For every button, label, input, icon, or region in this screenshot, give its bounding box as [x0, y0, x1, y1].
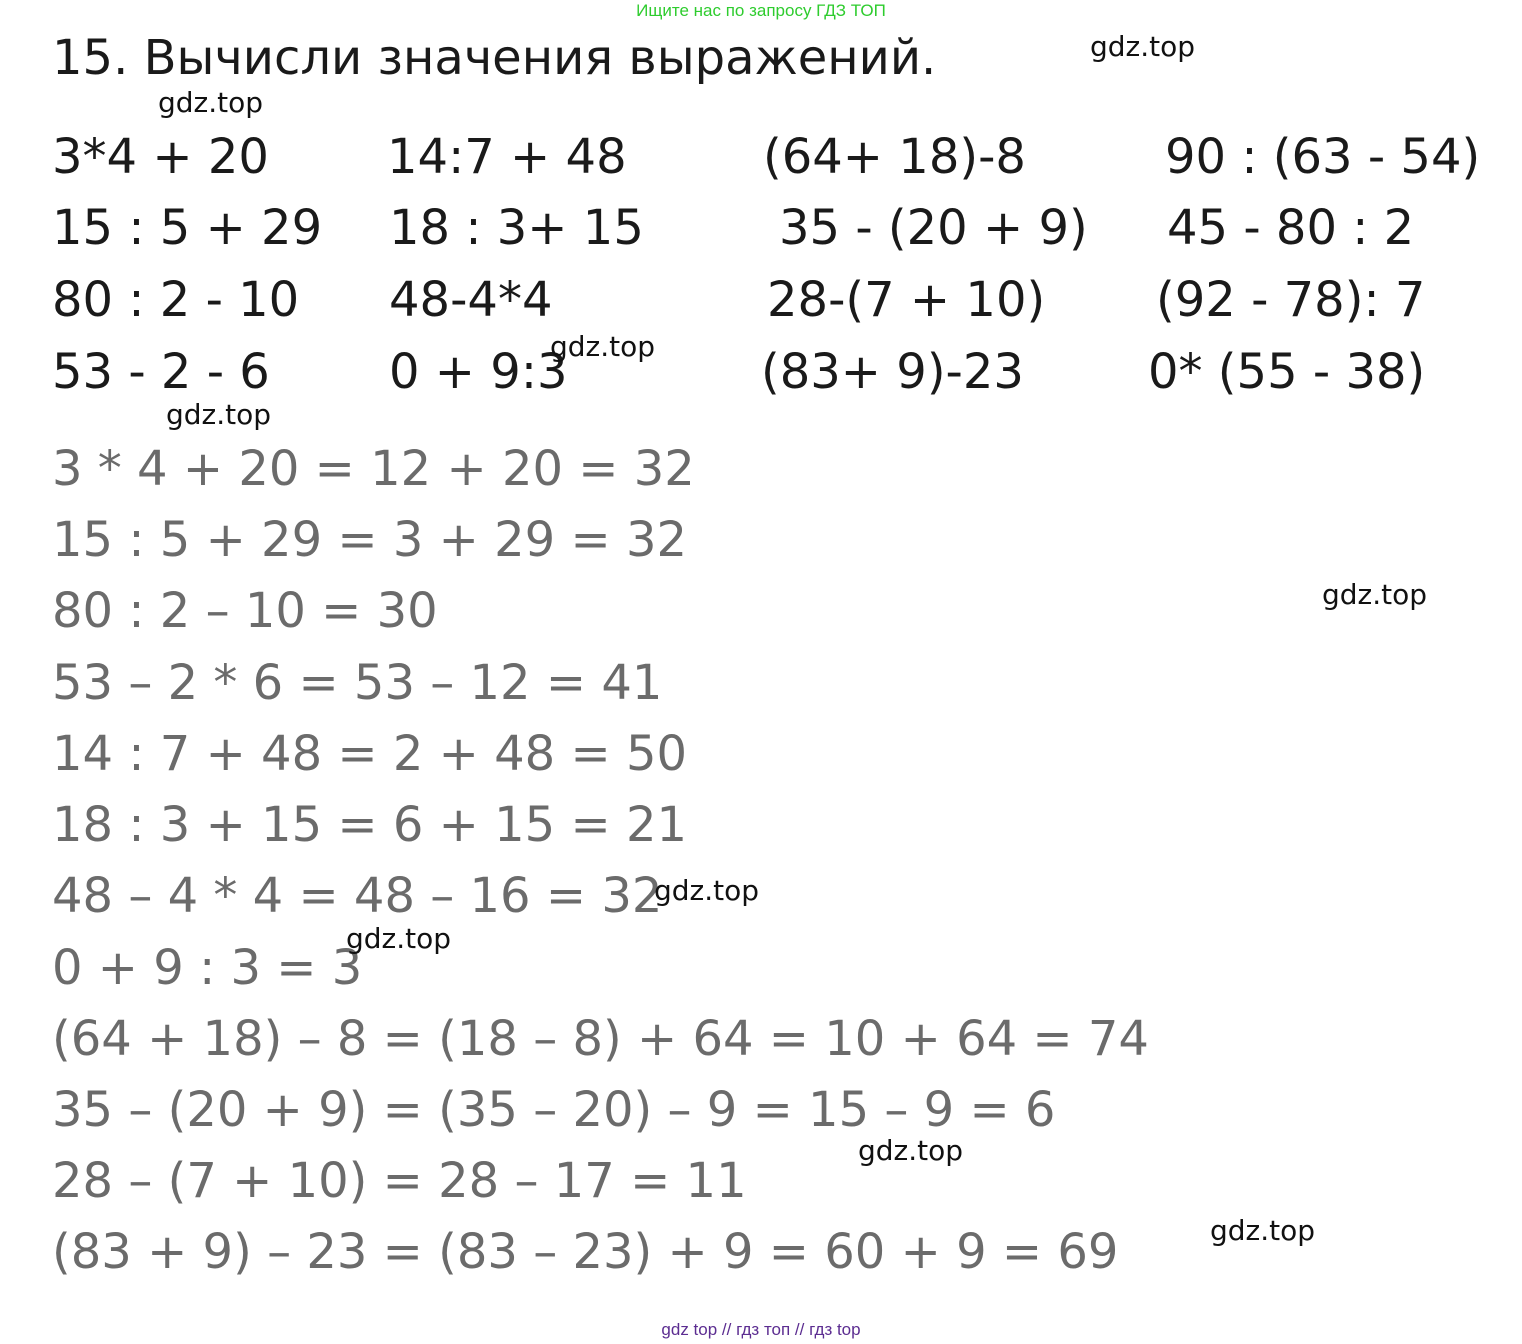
- solution-line: 35 – (20 + 9) = (35 – 20) – 9 = 15 – 9 = 6: [52, 1082, 1056, 1138]
- task-expression: 0 + 9:3: [389, 344, 568, 400]
- watermark: gdz.top: [1090, 30, 1196, 63]
- solution-line: 28 – (7 + 10) = 28 – 17 = 11: [52, 1153, 747, 1209]
- task-expression: (83+ 9)-23: [761, 344, 1024, 400]
- watermark: gdz.top: [1322, 578, 1428, 611]
- solution-line: 15 : 5 + 29 = 3 + 29 = 32: [52, 512, 688, 568]
- task-expression: 45 - 80 : 2: [1167, 200, 1415, 256]
- solution-line: 48 – 4 * 4 = 48 – 16 = 32: [52, 868, 663, 924]
- task-expression: 14:7 + 48: [387, 129, 627, 185]
- task-expression: 0* (55 - 38): [1148, 344, 1426, 400]
- task-expression: (64+ 18)-8: [763, 129, 1026, 185]
- task-title: 15. Вычисли значения выражений.: [52, 30, 937, 86]
- task-expression: 28-(7 + 10): [767, 272, 1046, 328]
- solution-line: 18 : 3 + 15 = 6 + 15 = 21: [52, 797, 688, 853]
- task-expression: 90 : (63 - 54): [1165, 129, 1481, 185]
- task-expression: 48-4*4: [389, 272, 553, 328]
- footer-links: gdz top // гдз топ // гдз top: [661, 1320, 861, 1339]
- top-banner: Ищите нас по запросу ГДЗ ТОП: [636, 1, 886, 20]
- watermark: gdz.top: [654, 874, 760, 907]
- solution-line: 0 + 9 : 3 = 3: [52, 940, 363, 996]
- watermark: gdz.top: [1210, 1214, 1316, 1247]
- watermark: gdz.top: [346, 922, 452, 955]
- task-expression: 53 - 2 - 6: [52, 344, 270, 400]
- task-expression: 15 : 5 + 29: [52, 200, 323, 256]
- task-expression: (92 - 78): 7: [1156, 272, 1426, 328]
- solution-line: 3 * 4 + 20 = 12 + 20 = 32: [52, 441, 695, 497]
- watermark: gdz.top: [550, 330, 656, 363]
- task-expression: 80 : 2 - 10: [52, 272, 300, 328]
- watermark: gdz.top: [158, 86, 264, 119]
- task-expression: 18 : 3+ 15: [389, 200, 644, 256]
- solution-line: (64 + 18) – 8 = (18 – 8) + 64 = 10 + 64 = 74: [52, 1011, 1149, 1067]
- solution-line: 80 : 2 – 10 = 30: [52, 583, 438, 639]
- watermark: gdz.top: [166, 398, 272, 431]
- solution-line: 14 : 7 + 48 = 2 + 48 = 50: [52, 726, 688, 782]
- watermark: gdz.top: [858, 1134, 964, 1167]
- task-expression: 35 - (20 + 9): [779, 200, 1088, 256]
- solution-line: 53 – 2 * 6 = 53 – 12 = 41: [52, 655, 663, 711]
- solution-line: (83 + 9) – 23 = (83 – 23) + 9 = 60 + 9 = 69: [52, 1224, 1119, 1280]
- task-expression: 3*4 + 20: [52, 129, 269, 185]
